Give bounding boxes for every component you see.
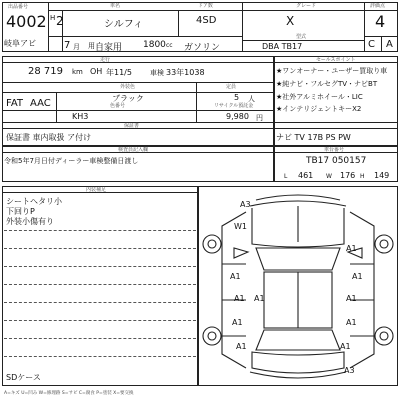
damage-mark: A3 <box>240 200 251 209</box>
remarks-caption: 検査員記入欄 <box>118 147 149 153</box>
dim-l-label: L <box>284 173 288 180</box>
grade: X <box>286 14 295 28</box>
interior-score: C <box>368 39 375 50</box>
price-unit: 円 <box>256 114 263 122</box>
capacity-unit: 人 <box>248 95 255 103</box>
color-caption: 外装色 <box>120 84 136 90</box>
capacity: 5 <box>234 93 240 102</box>
price-caption: リサイクル預託金 <box>214 103 254 109</box>
feature-item: ★社外アルミホイール・LIC <box>276 93 363 101</box>
damage-mark: A1 <box>234 294 245 303</box>
shaken: 33年1038 <box>166 68 205 77</box>
equipment: ナビ TV 17B PS PW <box>276 133 351 142</box>
damage-mark: A1 <box>230 272 241 281</box>
inspection-line: 外装小傷有り <box>6 217 54 226</box>
damage-mark: A1 <box>340 342 351 351</box>
damage-mark: A1 <box>254 294 265 303</box>
month-unit: 月 <box>73 43 80 51</box>
dim-w: 176 <box>340 171 356 180</box>
color-no: KH3 <box>72 112 89 121</box>
car-diagram <box>198 186 398 386</box>
damage-mark: A1 <box>232 318 243 327</box>
inspection-line: 下回りP <box>6 207 35 216</box>
damage-mark: A1 <box>236 342 247 351</box>
feature-item: ★ワンオーナー・ユーザー買取り車 <box>276 67 388 75</box>
damage-mark: A1 <box>346 318 357 327</box>
fuel: ガソリン <box>184 43 221 53</box>
color-no-caption: 色番号 <box>110 103 126 109</box>
owner-marker: OH <box>90 67 103 76</box>
model-code: DBA TB17 <box>262 42 303 51</box>
lot-caption: 出品番号 <box>8 4 29 10</box>
color: ブラック <box>112 94 144 103</box>
doors: 4SD <box>196 15 217 26</box>
price: 9,980 <box>226 112 249 121</box>
transmission: FAT <box>6 98 24 109</box>
lot-number: 4002 <box>6 12 47 31</box>
dim-h-label: H <box>360 173 365 180</box>
doors-caption: ドア数 <box>198 3 213 9</box>
purpose: 自家用 <box>95 43 123 53</box>
dim-h: 149 <box>374 171 390 180</box>
displacement-unit: cc <box>166 42 173 49</box>
month-value: 7 <box>64 40 71 51</box>
dim-w-label: W <box>326 173 332 180</box>
damage-mark: A1 <box>352 272 363 281</box>
model-name: シルフィ <box>104 19 143 30</box>
grade-caption: グレード <box>296 3 317 9</box>
lot-region: 岐阜アビ <box>4 39 36 48</box>
inspection-caption: 内装補足 <box>86 187 107 193</box>
mileage-caption: 走行 <box>100 57 111 63</box>
damage-mark: A1 <box>346 244 357 253</box>
model-caption: 車名 <box>110 3 121 9</box>
displacement: 1800 <box>143 40 166 50</box>
type-caption: 型式 <box>296 34 307 40</box>
owner-date: 年11/5 <box>106 68 132 77</box>
year-label: H <box>50 14 56 22</box>
features-caption: セールスポイント <box>316 57 356 63</box>
purpose-label: 用 <box>88 42 95 50</box>
damage-legend: A=キズ U=凹み W=修理跡 S=サビ C=腐食 P=塗装 X=要交換 <box>4 391 134 396</box>
score: 4 <box>375 12 386 31</box>
inspection-footer: SDケース <box>6 373 41 382</box>
capacity-caption: 定員 <box>226 84 237 90</box>
chassis-number: TB17 050157 <box>306 156 367 166</box>
dim-l: 461 <box>298 171 314 180</box>
chassis-caption: 車台番号 <box>324 147 345 153</box>
remarks-note: 令和5年7月日付ディーラー車検整備日渡し <box>4 157 139 165</box>
damage-mark: A1 <box>346 294 357 303</box>
mileage-unit: km <box>72 68 83 76</box>
mileage: 28 719 <box>28 66 63 77</box>
feature-item: ★純ナビ・フルセグTV・ナビBT <box>276 80 378 88</box>
warranty: 保証書 車内取扱 ア付け <box>6 133 92 142</box>
exterior-score: A <box>386 39 393 50</box>
aircon: AAC <box>30 98 51 109</box>
feature-item: ★インテリジェントキーX2 <box>276 105 362 113</box>
inspection-line: シートヘタリ小 <box>6 197 62 206</box>
warranty-caption: 保証書 <box>124 123 140 129</box>
shaken-label: 車検 <box>150 69 164 77</box>
score-caption: 評価点 <box>370 3 386 9</box>
damage-mark: W1 <box>234 222 247 231</box>
damage-mark: A3 <box>344 366 355 375</box>
year-value: 2 <box>56 14 64 28</box>
